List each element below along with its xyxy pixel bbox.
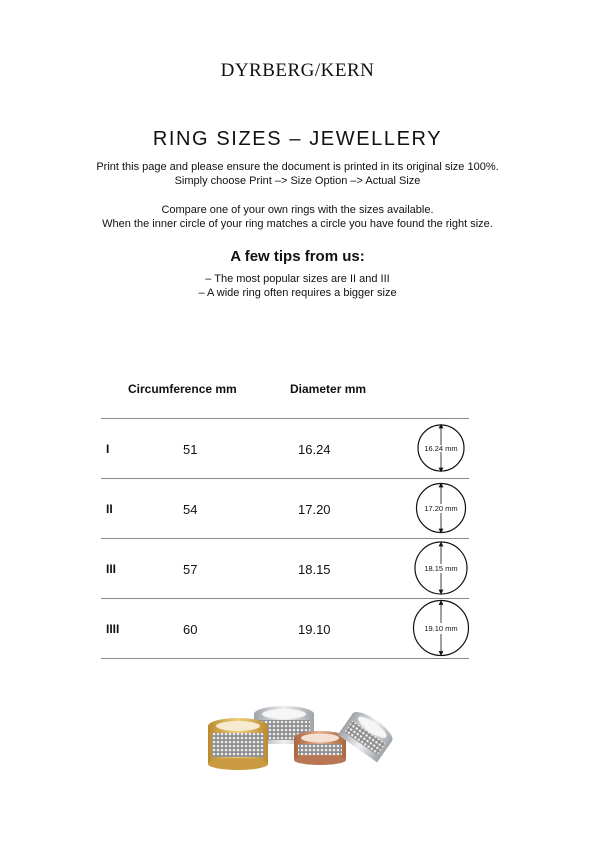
print-instructions [0,160,595,188]
size-label: IIII [106,622,120,636]
diameter-value: 19.10 [298,622,331,637]
ring-size-circle [405,538,475,598]
rings-product-image [200,700,395,775]
compare-instructions [0,203,595,231]
ring-size-label: 17.20 mm [424,504,458,513]
diameter-value: 17.20 [298,502,331,517]
size-label: I [106,442,110,456]
column-header-circumference: Circumference mm [128,382,237,396]
ring-size-label: 16.24 mm [424,444,458,453]
ring-size-label: 18.15 mm [424,564,458,573]
diameter-value: 18.15 [298,562,331,577]
tip-item-2: – A wide ring often requires a bigger size [198,287,397,299]
ring-size-circle [405,598,475,658]
circumference-value: 60 [183,622,198,637]
print-instructions-line-2: Simply choose Print –> Size Option –> Actual Size [174,175,421,187]
table-divider [101,658,469,659]
tilted-silver-ring [338,707,395,762]
circumference-value: 51 [183,442,198,457]
circumference-value: 54 [183,502,198,517]
ring-size-circle [405,418,475,478]
brand-logo: DYRBERG/KERN [220,60,375,81]
gold-ring [208,718,268,770]
diameter-value: 16.24 [298,442,331,457]
compare-instructions-line-1: Compare one of your own rings with the sizes available. [161,204,434,216]
tips-list [0,272,595,300]
size-label: III [106,562,117,576]
page-title: RING SIZES – JEWELLERY [152,128,443,150]
column-header-diameter: Diameter mm [290,382,367,396]
tips-heading: A few tips from us: [230,248,365,265]
print-instructions-line-1: Print this page and please ensure the document is printed in its original size 100%. [96,161,499,173]
tip-item-1: – The most popular sizes are II and III [205,273,390,285]
ring-size-circle [405,478,475,538]
rose-gold-ring [294,731,346,765]
compare-instructions-line-2: When the inner circle of your ring matches a circle you have found the right size. [102,218,493,230]
ring-size-label: 19.10 mm [424,624,458,633]
circumference-value: 57 [183,562,198,577]
size-label: II [106,502,113,516]
